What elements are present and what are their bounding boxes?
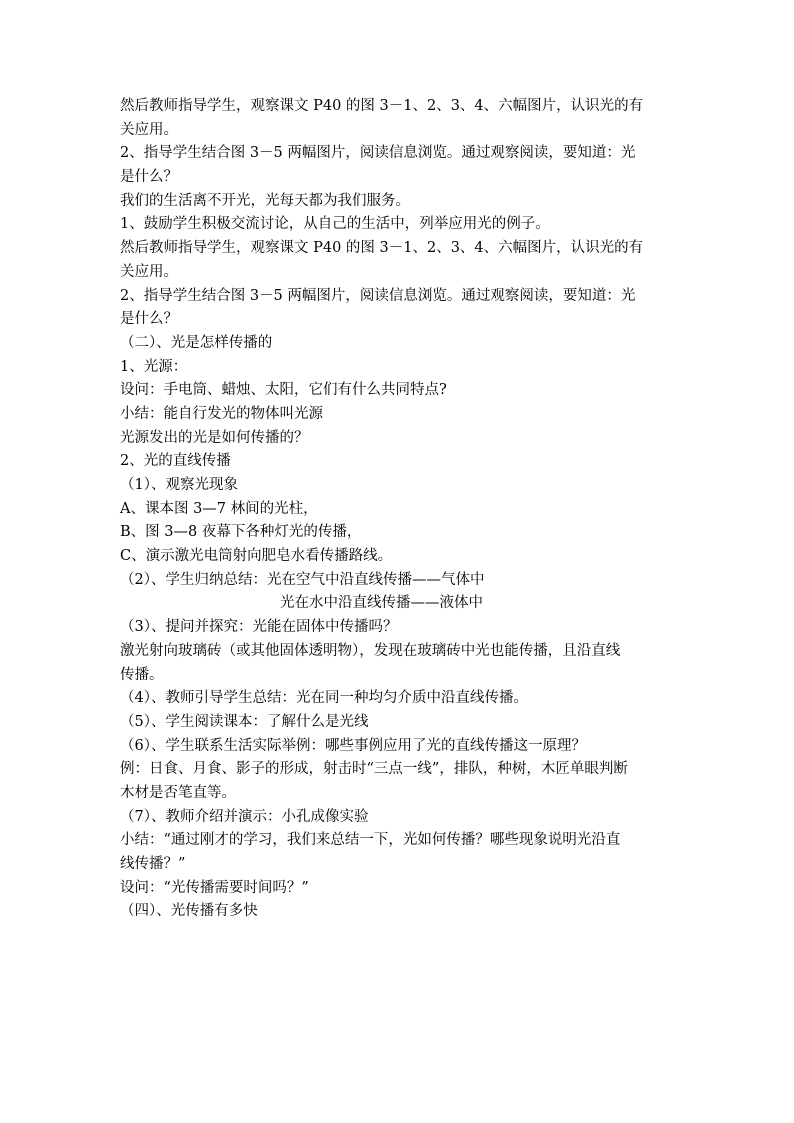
text-line: （5）、学生阅读课本：了解什么是光线 <box>120 713 369 730</box>
text-line: 光源发出的光是如何传播的？ <box>120 429 309 446</box>
text-line: 激光射向玻璃砖（或其他固体透明物），发现在玻璃砖中光也能传播，且沿直线 <box>120 642 621 659</box>
text-line: 线传播？” <box>120 856 186 872</box>
text-line: 1、鼓励学生积极交流讨论，从自己的生活中，列举应用光的例子。 <box>120 216 550 233</box>
text-line: A、课本图 3—7 林间的光柱， <box>120 500 318 517</box>
subsection-heading: 2、光的直线传播 <box>120 453 231 470</box>
section-heading: （四）、光传播有多快 <box>120 903 258 920</box>
text-line: （7）、教师介绍并演示：小孔成像实验 <box>120 808 369 825</box>
text-line: 设问：“光传播需要时间吗？” <box>120 879 309 896</box>
text-line: 光在水中沿直线传播——液体中 <box>280 595 483 612</box>
text-line: 关应用。 <box>120 121 178 138</box>
text-line: 设问：手电筒、蜡烛、太阳，它们有什么共同特点? <box>120 382 447 399</box>
text-line: （3）、提问并探究：光能在固体中传播吗？ <box>120 619 398 636</box>
subsection-heading: 1、光源： <box>120 358 188 375</box>
text-line: 是什么？ <box>120 169 178 186</box>
section-heading: （二）、光是怎样传播的 <box>120 334 273 351</box>
text-line: 小结：“通过刚才的学习，我们来总结一下，光如何传播？哪些现象说明光沿直 <box>120 832 621 849</box>
text-line: 传播。 <box>120 666 164 683</box>
text-line: 然后教师指导学生，观察课文 P40 的图 3－1、2、3、4、六幅图片，认识光的有 <box>120 98 644 114</box>
text-line: 是什么？ <box>120 311 178 328</box>
text-line: 木材是否笔直等。 <box>120 784 236 801</box>
text-line: （2）、学生归纳总结：光在空气中沿直线传播——气体中 <box>120 571 485 588</box>
text-line: C、演示激光电筒射向肥皂水看传播路线。 <box>120 548 393 565</box>
text-line: 我们的生活离不开光，光每天都为我们服务。 <box>120 192 410 209</box>
text-line: （6）、学生联系生活实际举例：哪些事例应用了光的直线传播这一原理？ <box>120 737 586 754</box>
text-line: 例：日食、月食、影子的形成，射击时“三点一线”，排队，种树，木匠单眼判断 <box>120 761 628 778</box>
text-line: （4）、教师引导学生总结：光在同一种均匀介质中沿直线传播。 <box>120 690 528 707</box>
text-line: 2、指导学生结合图 3－5 两幅图片，阅读信息浏览。通过观察阅读，要知道：光 <box>120 145 636 162</box>
text-line: 小结：能自行发光的物体叫光源 <box>120 405 323 422</box>
text-line: 然后教师指导学生，观察课文 P40 的图 3－1、2、3、4、六幅图片，认识光的有 <box>120 240 644 257</box>
text-line: 关应用。 <box>120 263 178 280</box>
text-line: （1）、观察光现象 <box>120 477 238 493</box>
text-line: 2、指导学生结合图 3－5 两幅图片，阅读信息浏览。通过观察阅读，要知道：光 <box>120 287 636 304</box>
text-line: B、图 3—8 夜幕下各种灯光的传播， <box>120 524 362 541</box>
